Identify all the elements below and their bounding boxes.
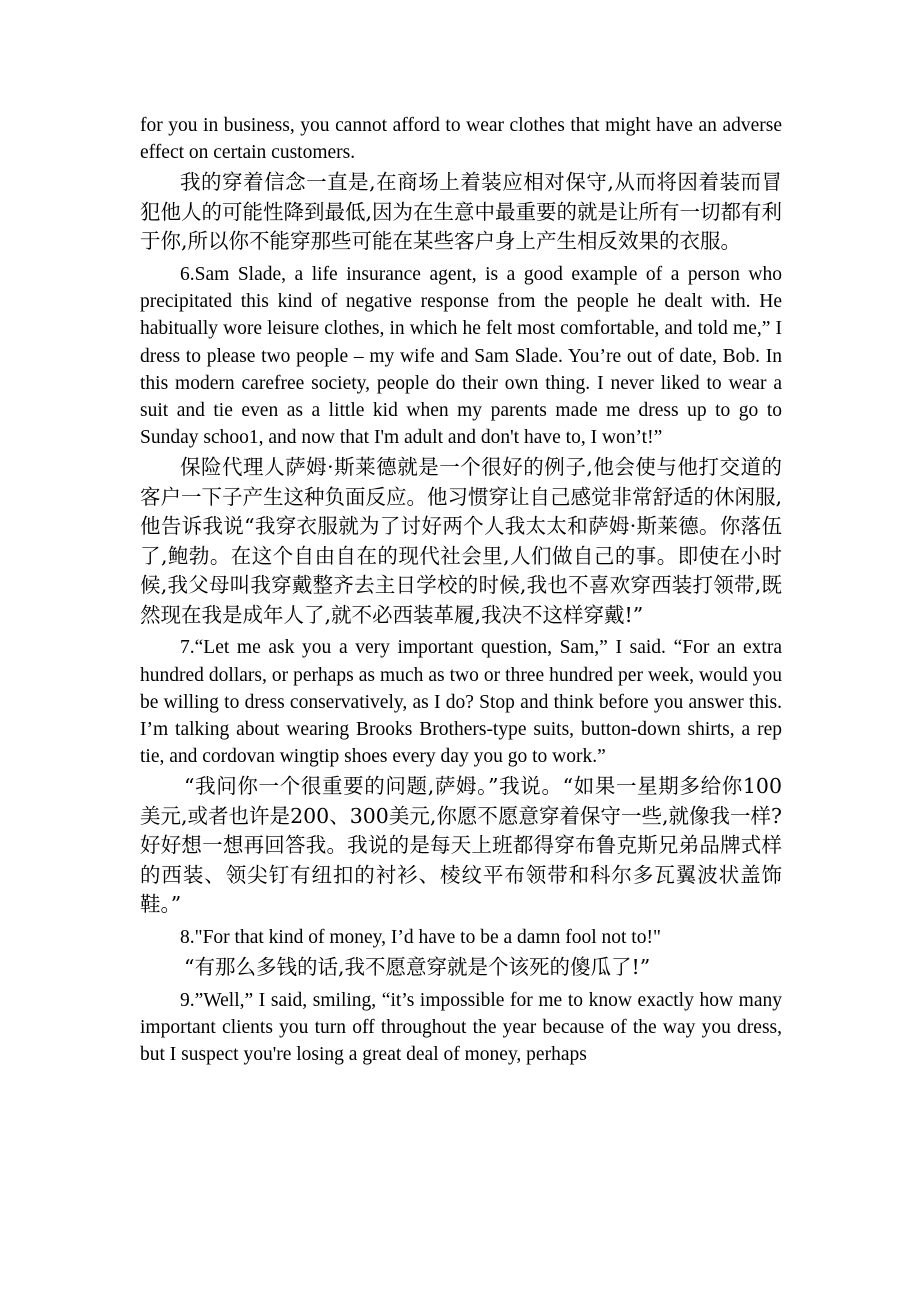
document-page [140,112,782,1068]
paragraph-6-chinese: 保险代理人萨姆·斯莱德就是一个很好的例子,他会使与他打交道的客户一下子产生这种负面反应。他习惯穿让自己感觉非常舒适的休闲服,他告诉我说“我穿衣服就为了讨好两个人我太太和萨姆·斯莱德。你落伍了,鲍勃。在这个自由自在的现代社会里,人们做自己的事。即使在小时候,我父母叫我穿戴整齐去主日学校的时候,我也不喜欢穿西装打领带,既然现在我是成年人了,就不必西装革履,我决不这样穿戴!” [140,455,783,627]
paragraph-5-english-continued: for you in business, you cannot afford to wear clothes that might have an adverse effect on certain customers. [140,115,782,164]
paragraph-6-english: 6.Sam Slade, a life insurance agent, is a good example of a person who precipitated this kind of negative response from the people he dealt with. He habitually wore leisure clothes, in which he felt most comfortable, and told me,” I dress to please two people – my wife and Sam Slade. You’re out of date, Bob. In this modern carefree society, people do their own thing. I never liked to wear a suit and tie even as a little kid when my parents made me dress up to go to Sunday schoo1, and now that I'm adult and don't have to, I won’t!” [140,263,782,449]
paragraph-7-chinese: “我问你一个很重要的问题,萨姆。”我说。“如果一星期多给你100美元,或者也许是200、300美元,你愿不愿意穿着保守一些,就像我一样?好好想一想再回答我。我说的是每天上班都得穿布鲁克斯兄弟品牌式样的西装、领尖钉有纽扣的衬衫、棱纹平布领带和科尔多瓦翼波状盖饰鞋。” [140,774,782,917]
paragraph-5-chinese: 我的穿着信念一直是,在商场上着装应相对保守,从而将因着装而冒犯他人的可能性降到最低,因为在生意中最重要的就是让所有一切都有利于你,所以你不能穿那些可能在某些客户身上产生相反效果的衣服。 [140,170,783,254]
paragraph-8-chinese: “有那么多钱的话,我不愿意穿就是个该死的傻瓜了!” [184,955,651,980]
paragraph-8-english: 8."For that kind of money, I’d have to be a damn fool not to!" [180,926,661,948]
paragraph-7-english: 7.“Let me ask you a very important question, Sam,” I said. “For an extra hundred dollars, or perhaps as much as two or three hundred per week, would you be willing to dress conservatively, as I do? Stop and think before you answer this. I’m talking about wearing Brooks Brothers-type suits, button-down shirts, a rep tie, and cordovan wingtip shoes every day you go to work.” [140,637,782,768]
paragraph-9-english: 9.”Well,” I said, smiling, “it’s impossible for me to know exactly how many important clients you turn off throughout the year because of the way you dress, but I suspect you're losing a great deal of money, perhaps [140,989,782,1065]
